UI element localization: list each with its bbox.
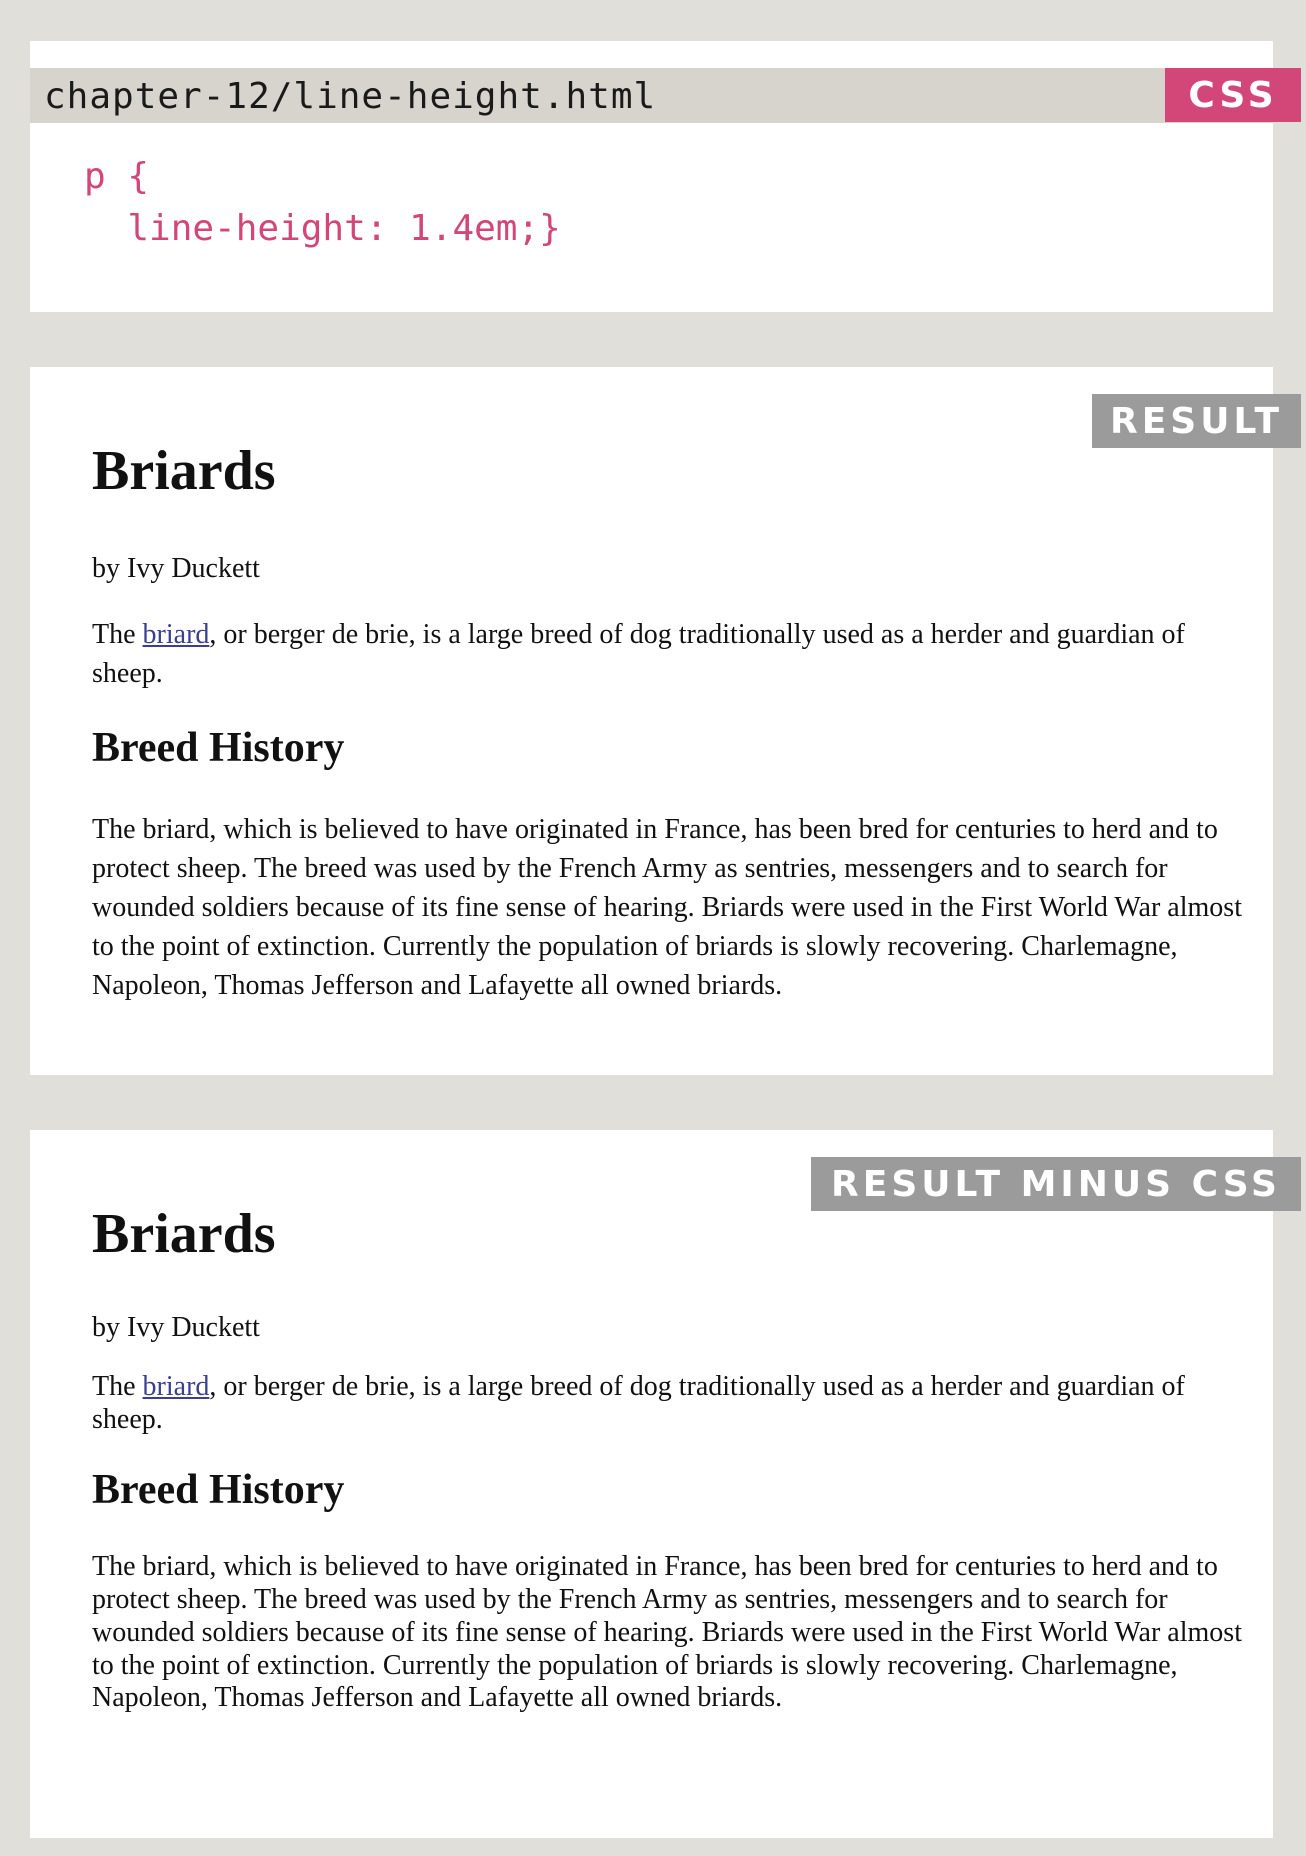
file-name: chapter-12/line-height.html (44, 76, 657, 117)
section-heading: Breed History (92, 1467, 345, 1514)
history-paragraph: The briard, which is believed to have originated in France, has been bred for centuries to herd and to protect sheep. The breed was used by the French Army as sentries, messengers and to search for wounded soldiers because of its fine sense of hearing. Briards were used in the First World War almost to the point of extinction. Currently the population of briards is slowly recovering. Charlemagne, Napoleon, Thomas Jefferson and Lafayette all owned briards. (92, 813, 1242, 1002)
code-panel (30, 41, 1273, 312)
file-name-bar (30, 68, 1273, 123)
history-paragraph: The briard, which is believed to have originated in France, has been bred for centuries to herd and to protect sheep. The breed was used by the French Army as sentries, messengers and to search for wounded soldiers because of its fine sense of hearing. Briards were used in the First World War almost to the point of extinction. Currently the population of briards is slowly recovering. Charlemagne, Napoleon, Thomas Jefferson and Lafayette all owned briards. (92, 1551, 1242, 1714)
result-minus-css-panel (30, 1130, 1273, 1838)
intro-text-start: The (92, 619, 143, 651)
intro-text-end: , or berger de brie, is a large breed of dog traditionally used as a herder and guardian of sheep. (92, 1370, 1185, 1435)
byline: by Ivy Duckett (92, 1312, 260, 1343)
intro-text-end: , or berger de brie, is a large breed of dog traditionally used as a herder and guardian of sheep. (92, 619, 1185, 690)
result-panel (30, 367, 1273, 1075)
briard-link[interactable]: briard (142, 619, 210, 651)
briard-link[interactable]: briard (142, 1370, 210, 1402)
page-title: Briards (92, 440, 276, 502)
styled-page (92, 437, 1252, 1006)
code-line-2: line-height: 1.4em;} (84, 208, 561, 249)
intro-paragraph (92, 1371, 1252, 1437)
page-title: Briards (92, 1203, 276, 1265)
intro-paragraph (92, 615, 1252, 693)
intro-text-start: The (92, 1370, 143, 1402)
code-line-1: p { (84, 156, 150, 197)
css-code (84, 151, 561, 255)
unstyled-page (92, 1200, 1252, 1715)
byline: by Ivy Duckett (92, 553, 260, 584)
result-minus-css-tag: RESULT MINUS CSS (811, 1157, 1301, 1211)
result-tag: RESULT (1092, 394, 1301, 448)
section-heading: Breed History (92, 724, 345, 771)
css-tag: CSS (1165, 68, 1301, 122)
